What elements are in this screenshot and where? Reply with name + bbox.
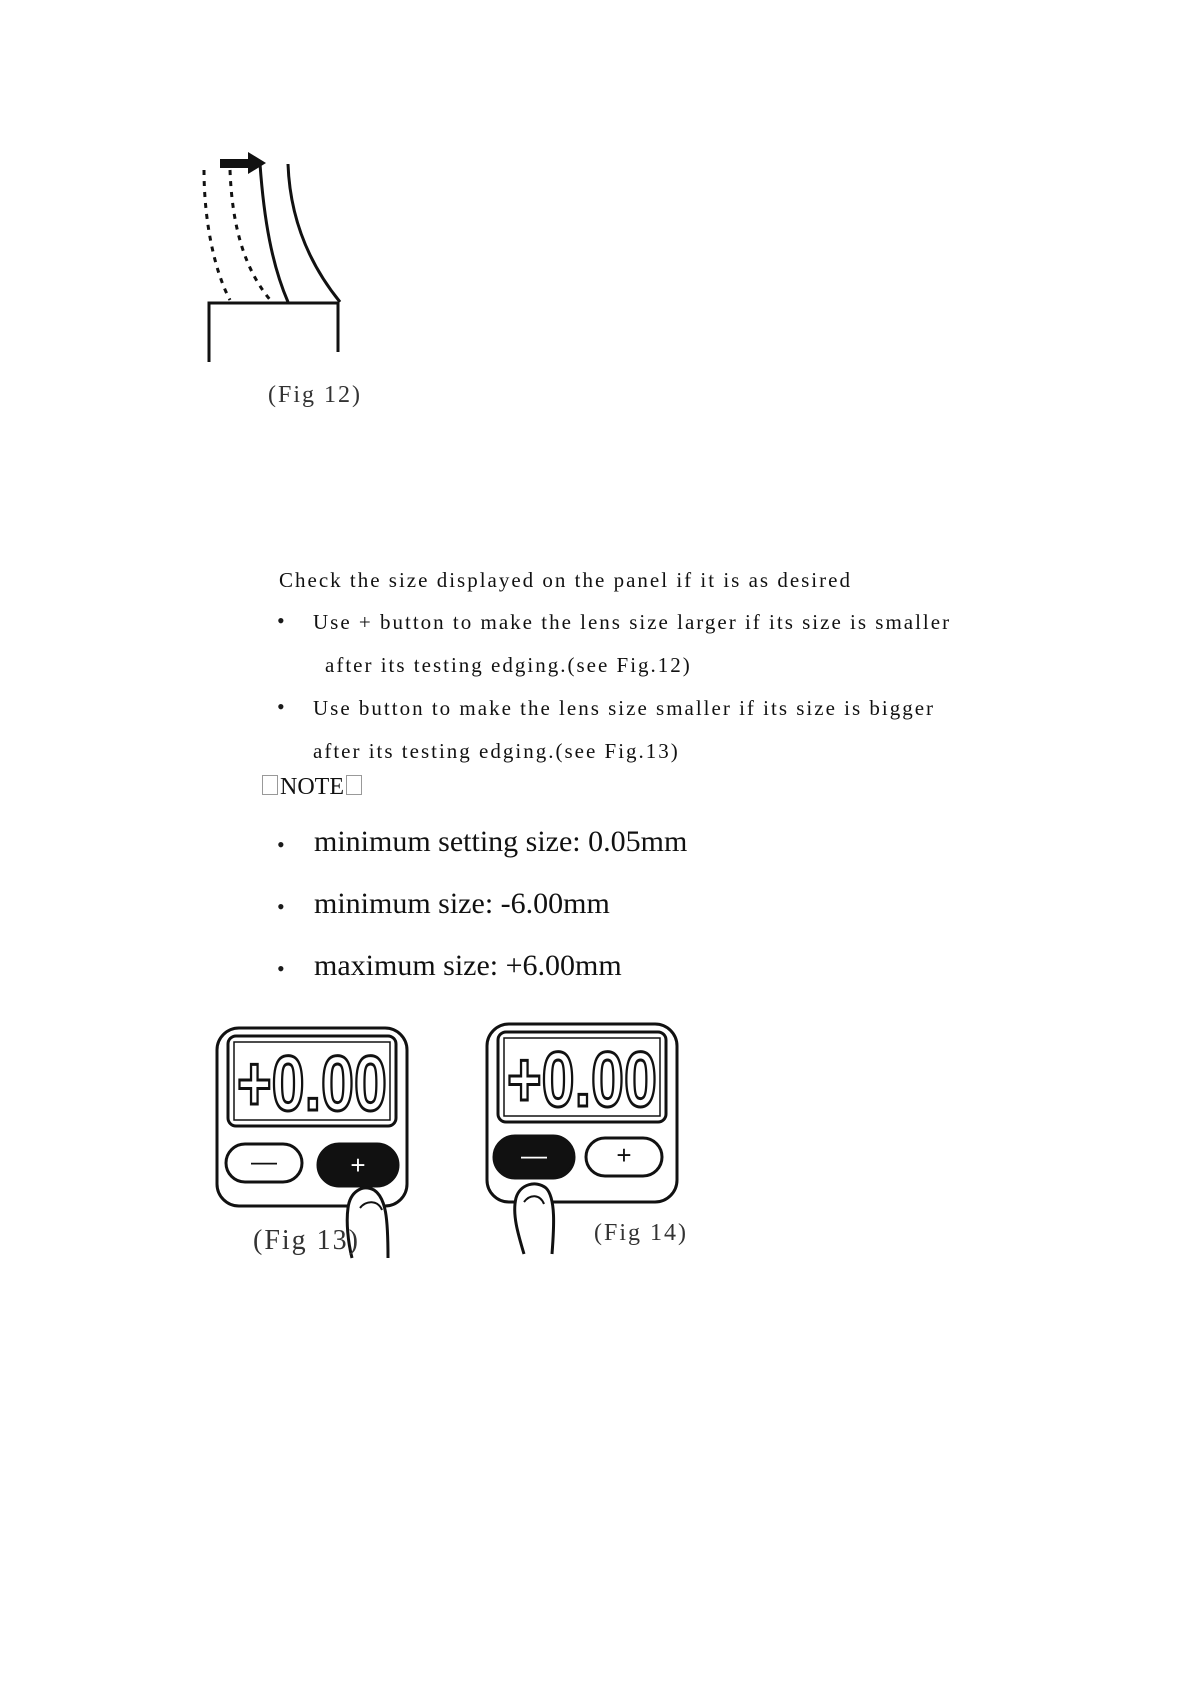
instruction-1-line2: after its testing edging.(see Fig.12)	[325, 653, 692, 677]
bracket-open	[262, 775, 278, 795]
bullet-2: •	[277, 694, 285, 719]
fig14-display: +0.00	[507, 1035, 657, 1123]
bullet-1: •	[277, 608, 285, 633]
instruction-1-line1: Use + button to make the lens size larger if its size is smaller	[313, 610, 952, 634]
dashed-curve-inner	[230, 170, 272, 302]
note-bullet-3: •	[277, 956, 285, 981]
note-heading	[262, 774, 362, 801]
fig13-minus-label: —	[251, 1146, 277, 1176]
note-label: NOTE	[280, 774, 344, 800]
fig13-display: +0.00	[237, 1039, 387, 1127]
solid-curve-left	[260, 164, 288, 302]
fig14-minus-label: —	[521, 1140, 547, 1170]
instruction-2-line1: Use button to make the lens size smaller if its size is bigger	[313, 696, 936, 720]
fig13-plus-label: +	[350, 1150, 366, 1180]
fig14-plus-label: +	[616, 1140, 632, 1170]
solid-curve-right	[288, 164, 340, 302]
fig12-illustration	[200, 140, 380, 380]
note-bullet-2: •	[277, 894, 285, 919]
bracket-close	[346, 775, 362, 795]
base-bracket	[209, 303, 338, 362]
note-item-1: minimum setting size: 0.05mm	[314, 825, 688, 858]
fig13-caption: (Fig 13)	[253, 1225, 360, 1256]
fig14-caption: (Fig 14)	[594, 1220, 688, 1246]
fig12-caption: (Fig 12)	[268, 382, 362, 408]
note-bullet-1: •	[277, 832, 285, 857]
note-item-3: maximum size: +6.00mm	[314, 949, 622, 982]
intro-text: Check the size displayed on the panel if it is as desired	[279, 568, 852, 592]
instruction-2-line2: after its testing edging.(see Fig.13)	[313, 739, 680, 763]
dashed-curve-outer	[204, 170, 230, 300]
fig14-finger	[515, 1184, 554, 1254]
note-item-2: minimum size: -6.00mm	[314, 887, 610, 920]
